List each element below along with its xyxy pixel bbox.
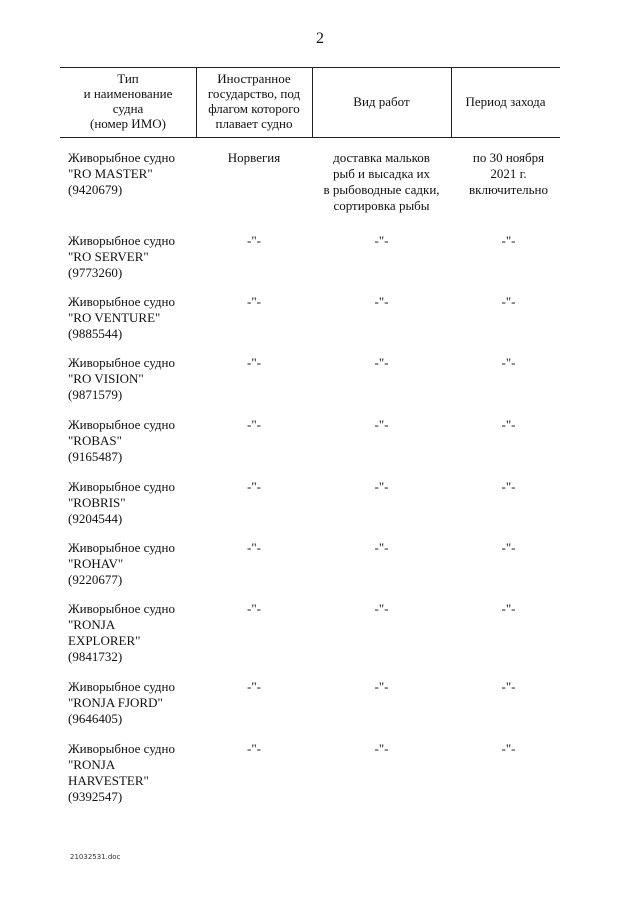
cell-line: Живорыбное судно: [68, 150, 175, 165]
flag-state-cell: -"-: [247, 741, 261, 756]
cell-line: Живорыбное судно: [68, 741, 175, 756]
header-line: судна: [112, 101, 144, 116]
cell-line: Живорыбное судно: [68, 479, 175, 494]
cell-line: включительно: [469, 182, 548, 197]
cell-line: (9841732): [68, 649, 123, 664]
vessel-cell: [68, 540, 198, 588]
cell-line: Живорыбное судно: [68, 601, 175, 616]
cell-line: (9220677): [68, 572, 123, 587]
period-cell: -"-: [501, 233, 516, 248]
period-cell: -"-: [501, 294, 516, 309]
cell-line: Норвегия: [227, 150, 281, 165]
cell-line: Живорыбное судно: [68, 294, 175, 309]
header-line: Период захода: [465, 94, 546, 109]
cell-line: Живорыбное судно: [68, 233, 175, 248]
vessel-cell: [68, 294, 198, 342]
document-filename: 21032531.doc: [70, 853, 121, 861]
work-type-cell: -"-: [374, 233, 389, 248]
cell-line: (9773260): [68, 265, 123, 280]
work-type-cell: -"-: [374, 601, 389, 616]
period-cell: -"-: [501, 355, 516, 370]
period-cell: -"-: [501, 601, 516, 616]
cell-line: (9165487): [68, 449, 123, 464]
cell-line: (9420679): [68, 182, 123, 197]
cell-line: (9204544): [68, 511, 123, 526]
flag-state-cell: -"-: [247, 417, 261, 432]
table-header-rule: [60, 137, 560, 138]
cell-line: (9646405): [68, 711, 123, 726]
period-cell: [451, 150, 566, 198]
table-top-rule: [60, 67, 560, 68]
cell-line: EXPLORER": [68, 633, 141, 648]
header-vessel-type: [60, 71, 196, 131]
cell-line: (9871579): [68, 387, 123, 402]
vessel-cell: [68, 741, 198, 805]
cell-line: Живорыбное судно: [68, 679, 175, 694]
header-line: Иностранное: [217, 71, 291, 86]
header-line: государство, под: [207, 86, 301, 101]
work-type-cell: -"-: [374, 294, 389, 309]
work-type-cell: -"-: [374, 417, 389, 432]
cell-line: доставка мальков: [333, 150, 430, 165]
work-type-cell: -"-: [374, 355, 389, 370]
work-type-cell: [312, 150, 451, 214]
header-work-type: [312, 94, 451, 109]
vessel-cell: [68, 479, 198, 527]
cell-line: "RONJA: [68, 757, 116, 772]
flag-state-cell: -"-: [247, 355, 261, 370]
header-line: Вид работ: [353, 94, 410, 109]
flag-state-cell: [196, 150, 312, 166]
cell-line: "RO VENTURE": [68, 310, 161, 325]
cell-line: "ROBRIS": [68, 495, 126, 510]
vessel-cell: [68, 355, 198, 403]
cell-line: рыб и высадка их: [332, 166, 431, 181]
cell-line: сортировка рыбы: [333, 198, 430, 213]
cell-line: "ROHAV": [68, 556, 124, 571]
vessel-cell: [68, 679, 198, 727]
header-line: (номер ИМО): [90, 116, 166, 131]
cell-line: Живорыбное судно: [68, 417, 175, 432]
page-number: 2: [316, 30, 324, 47]
cell-line: Живорыбное судно: [68, 355, 175, 370]
flag-state-cell: -"-: [247, 540, 261, 555]
period-cell: -"-: [501, 741, 516, 756]
vessel-cell: [68, 601, 198, 665]
period-cell: -"-: [501, 679, 516, 694]
work-type-cell: -"-: [374, 540, 389, 555]
header-line: плавает судно: [215, 116, 293, 131]
cell-line: по 30 ноября: [472, 150, 545, 165]
cell-line: "RO SERVER": [68, 249, 149, 264]
work-type-cell: -"-: [374, 679, 389, 694]
cell-line: "RONJA: [68, 617, 116, 632]
period-cell: -"-: [501, 479, 516, 494]
vessel-cell: [68, 150, 198, 198]
flag-state-cell: -"-: [247, 294, 261, 309]
vessel-cell: [68, 417, 198, 465]
period-cell: -"-: [501, 540, 516, 555]
work-type-cell: -"-: [374, 741, 389, 756]
cell-line: (9885544): [68, 326, 123, 341]
cell-line: Живорыбное судно: [68, 540, 175, 555]
header-line: Тип: [117, 71, 139, 86]
cell-line: "ROBAS": [68, 433, 122, 448]
vessel-cell: [68, 233, 198, 281]
cell-line: "RO MASTER": [68, 166, 153, 181]
header-line: и наименование: [83, 86, 173, 101]
work-type-cell: -"-: [374, 479, 389, 494]
cell-line: "RONJA FJORD": [68, 695, 163, 710]
cell-line: "RO VISION": [68, 371, 144, 386]
flag-state-cell: -"-: [247, 233, 261, 248]
header-line: флагом которого: [208, 101, 300, 116]
cell-line: 2021 г.: [490, 166, 527, 181]
flag-state-cell: -"-: [247, 479, 261, 494]
period-cell: -"-: [501, 417, 516, 432]
cell-line: в рыбоводные садки,: [323, 182, 440, 197]
header-period: [451, 94, 560, 109]
header-flag-state: [196, 71, 312, 131]
cell-line: (9392547): [68, 789, 123, 804]
cell-line: HARVESTER": [68, 773, 149, 788]
flag-state-cell: -"-: [247, 601, 261, 616]
flag-state-cell: -"-: [247, 679, 261, 694]
